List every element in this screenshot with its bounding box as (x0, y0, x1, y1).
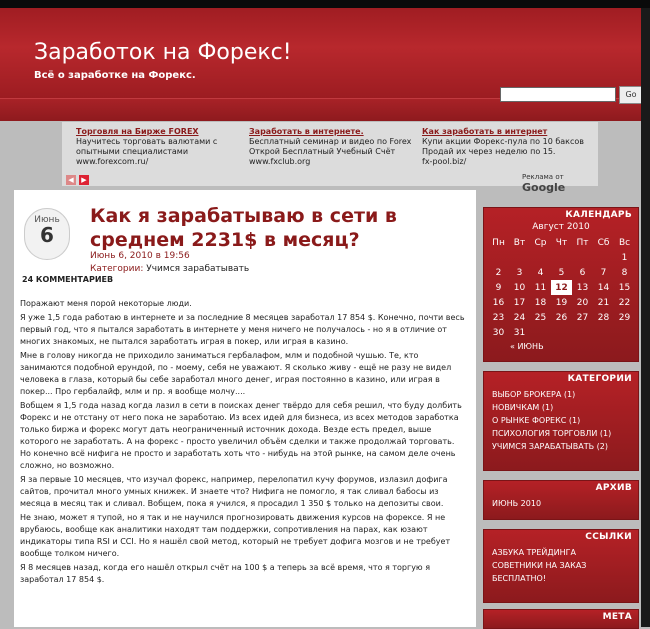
calendar-day[interactable]: 17 (513, 297, 526, 308)
ad-item[interactable] (422, 127, 587, 167)
calendar-weekday: Вт (513, 237, 526, 248)
calendar-day[interactable]: 24 (513, 312, 526, 323)
calendar-day[interactable]: 14 (597, 282, 610, 293)
ad-prev-arrow-icon[interactable]: ◀ (66, 175, 76, 185)
calendar-day (614, 325, 635, 340)
ads-by-label: Реклама от (522, 173, 564, 181)
calendar-day (593, 325, 614, 340)
ad-item[interactable] (76, 127, 241, 167)
ad-item[interactable] (249, 127, 414, 167)
calendar-day[interactable]: 9 (495, 282, 502, 293)
ad-description: Научитесь торговать валютами с опытными специалистами (76, 137, 218, 156)
comments-link[interactable]: 24 КОММЕНТАРИЕВ (22, 275, 114, 284)
ad-description: Купи акции Форекс-пула по 10 баксов Продай их через неделю по 15. (422, 137, 584, 156)
calendar-weekday: Чт (555, 237, 568, 248)
calendar-day[interactable]: 30 (492, 327, 505, 338)
ad-next-arrow-icon[interactable]: ▶ (79, 175, 89, 185)
calendar-day[interactable]: 7 (600, 267, 607, 278)
calendar-prev-link[interactable]: « ИЮНЬ (510, 342, 544, 351)
calendar-day (488, 250, 509, 265)
calendar-table (488, 235, 635, 340)
calendar-day (551, 250, 572, 265)
calendar-day[interactable]: 25 (534, 312, 547, 323)
ad-url[interactable]: www.fxclub.org (249, 157, 311, 166)
category-item[interactable]: О РЫНКЕ ФОРЕКС (1) (492, 416, 581, 425)
category-item[interactable]: ПСИХОЛОГИЯ ТОРГОВЛИ (1) (492, 429, 612, 438)
meta-heading: МЕТА (602, 612, 632, 622)
top-bar (0, 0, 650, 8)
calendar-weekday: Ср (534, 237, 547, 248)
post-paragraph: Поражают меня порой некоторые люди. (20, 299, 192, 308)
category-item[interactable]: ВЫБОР БРОКЕРА (1) (492, 390, 576, 399)
search-button[interactable]: Go (619, 86, 643, 104)
ad-title[interactable]: Торговля на Бирже FOREX (76, 127, 199, 136)
calendar-day[interactable]: 31 (513, 327, 526, 338)
calendar-day[interactable]: 16 (492, 297, 505, 308)
post-meta (90, 250, 249, 276)
calendar-day[interactable]: 29 (618, 312, 631, 323)
post-paragraph: Не знаю, может я тупой, но я так и не научился прогнозировать движения курсов на форексе. Я не врубаюсь, вообще как аналитики находят там поддержки, сопротивления на парах, как юзают индикаторы типа RSI и CCI. Но я нашёл свой метод, который не требует дофига мозгов и не требует вообще толком ничего. (20, 513, 451, 558)
calendar-day (572, 325, 593, 340)
ad-block (62, 122, 598, 194)
calendar-day (530, 250, 551, 265)
post-paragraph: Вобщем я 1,5 года назад когда лазил в сети в поисках денег твёрдо для себя решил, что буду долбить Форекс и не отстану от него пока не заработаю. Из всех идей для бизнеса, из всех методов заработка только биржа и форекс могут дать неограниченный источник дохода. Везде есть предел, выше которого не заработать. А на форекс - просто увеличил объём сделки и также продолжай торговать. Но конечно всё нифига не просто и заработать хоть что - нибудь на этой рынке, на самом деле очень сложно, но возможно. (20, 401, 462, 470)
category-label: Категории: (90, 264, 144, 274)
post-date: Июнь 6, 2010 в 19:56 (90, 251, 190, 261)
calendar-day[interactable]: 26 (555, 312, 568, 323)
ad-title[interactable]: Как заработать в интернет (422, 127, 548, 136)
calendar-day[interactable]: 10 (513, 282, 526, 293)
post-paragraph: Я 8 месяцев назад, когда его нашёл открыл счёт на 100 $ а теперь за всё время, что я торгую я заработал 17 854 $. (20, 563, 431, 584)
calendar-day (593, 250, 614, 265)
category-item[interactable]: НОВИЧКАМ (1) (492, 403, 554, 412)
calendar-widget (483, 207, 639, 362)
categories-heading: КАТЕГОРИИ (567, 374, 632, 384)
calendar-day[interactable]: 3 (516, 267, 523, 278)
post-day: 6 (40, 223, 54, 247)
ad-url[interactable]: fx-pool.biz/ (422, 157, 467, 166)
site-title[interactable]: Заработок на Форекс! (34, 40, 292, 65)
post-paragraph: Мне в голову никогда не приходило заниматься гербалафом, млм и подобной чушью. Те, кто занимаются подобной ерундой, по - моему, себя не уважают. Я сколько живу - ещё не разу не видел человека в глаза, который бы себе заработал много денег, играя постоянно в казино, или играя в покер... Про гербалайф, млм и пр. я вообще молчу.... (20, 351, 452, 396)
links-widget (483, 529, 639, 603)
calendar-day[interactable]: 18 (534, 297, 547, 308)
calendar-day (509, 250, 530, 265)
ad-description: Бесплатный семинар и видео по Forex Открой Бесплатный Учебный Счёт (249, 137, 412, 156)
category-item[interactable]: УЧИМСЯ ЗАРАБАТЫВАТЬ (2) (492, 442, 608, 451)
calendar-day[interactable]: 11 (534, 282, 547, 293)
calendar-day[interactable]: 20 (576, 297, 589, 308)
calendar-day[interactable]: 2 (495, 267, 502, 278)
meta-widget (483, 609, 639, 629)
archive-widget (483, 480, 639, 520)
right-edge-bar (641, 8, 650, 627)
calendar-day[interactable]: 13 (576, 282, 589, 293)
link-item[interactable]: БЕСПЛАТНО! (492, 574, 547, 583)
post-date-badge (24, 208, 70, 260)
calendar-day[interactable]: 4 (537, 267, 544, 278)
ad-url[interactable]: www.forexcom.ru/ (76, 157, 149, 166)
calendar-weekday: Пн (492, 237, 505, 248)
calendar-weekday: Пт (576, 237, 589, 248)
calendar-day[interactable]: 12 (551, 280, 572, 295)
calendar-day[interactable]: 5 (558, 267, 565, 278)
calendar-day (572, 250, 593, 265)
archive-heading: АРХИВ (595, 483, 632, 493)
calendar-day[interactable]: 27 (576, 312, 589, 323)
post-paragraph: Я уже 1,5 года работаю в интернете и за последние 8 месяцев заработал 17 854 $. Конечно, почти весь первый год, что я пытался заработать в интернете у меня ничего не получалось - но я в отличие от многих знакомых, не пытался заработать играя в покер, или играя в казино. (20, 313, 465, 346)
calendar-day[interactable]: 21 (597, 297, 610, 308)
archive-item[interactable]: ИЮНЬ 2010 (492, 499, 542, 508)
link-item[interactable]: СОВЕТНИКИ НА ЗАКАЗ (492, 561, 587, 570)
post-body (20, 298, 466, 588)
search-input[interactable] (500, 87, 616, 102)
post-paragraph: Я за первые 10 месяцев, что изучал форекс, например, перелопатил кучу форумов, излазил дофига сайтов, прочитал много умных книжек. И знаете что? Нифига не помогло, я так сливал бабосы из месяца в месяц так и сливал. Вобщем, пока я учился, я просадил 1 350 $ только на депозиты свои. (20, 475, 448, 508)
categories-widget (483, 371, 639, 471)
post-category-link[interactable]: Учимся зарабатывать (146, 264, 250, 274)
links-heading: ССЫЛКИ (585, 532, 632, 542)
calendar-day[interactable]: 15 (618, 282, 631, 293)
calendar-day (551, 325, 572, 340)
calendar-day[interactable]: 6 (579, 267, 586, 278)
calendar-day[interactable]: 19 (555, 297, 568, 308)
ad-title[interactable]: Заработать в интернете. (249, 127, 364, 136)
post-area (14, 190, 476, 627)
calendar-day[interactable]: 8 (621, 267, 628, 278)
post-month: Июнь (34, 215, 60, 225)
google-logo: Google (522, 181, 566, 194)
calendar-day[interactable]: 28 (597, 312, 610, 323)
site-header (0, 8, 650, 120)
calendar-month: Август 2010 (532, 222, 590, 232)
calendar-day[interactable]: 22 (618, 297, 631, 308)
calendar-day[interactable]: 23 (492, 312, 505, 323)
link-item[interactable]: АЗБУКА ТРЕЙДИНГА (492, 548, 577, 557)
calendar-weekday: Сб (597, 237, 610, 248)
calendar-day (530, 325, 551, 340)
calendar-heading: КАЛЕНДАРЬ (565, 210, 632, 220)
site-description: Всё о заработке на Форекс. (34, 70, 196, 81)
calendar-weekday: Вс (618, 237, 631, 248)
post-title[interactable]: Как я зарабатываю в сети в среднем 2231$ в месяц? (90, 205, 397, 251)
calendar-day[interactable]: 1 (621, 252, 628, 263)
ads-by-google[interactable] (522, 173, 598, 194)
